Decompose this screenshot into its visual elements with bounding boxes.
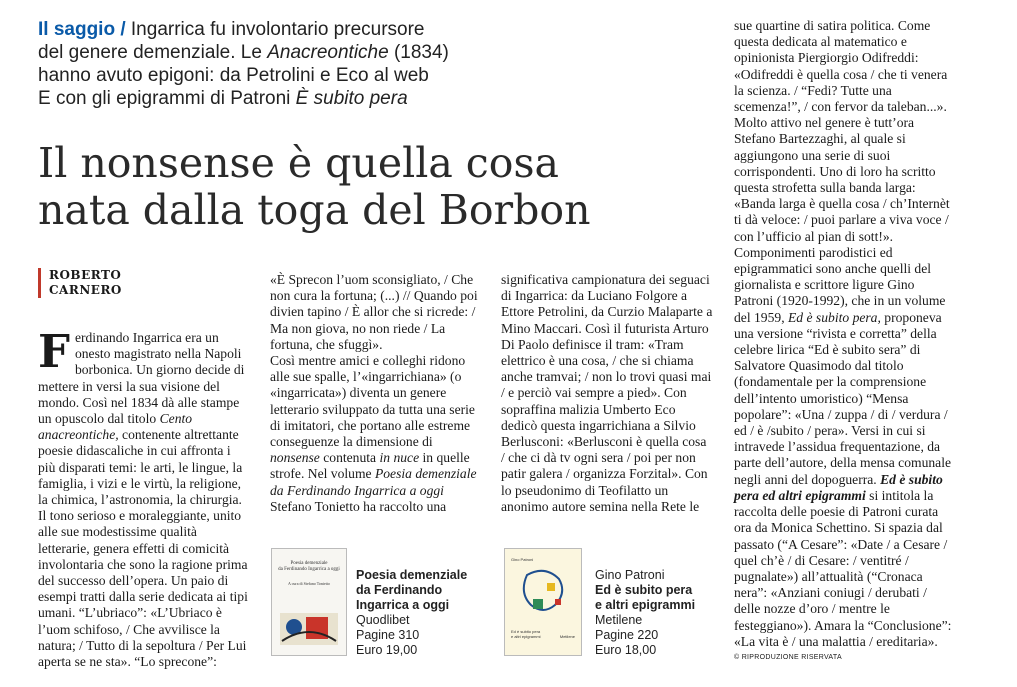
article-column-3: significativa campionatura dei seguaci di Ingarrica: da Luciano Folgore a Ettore Petrolini, da Curzio Malaparte a Mino Maccari. Così il futurista Arturo Di Paolo definisce il tram: «Tram elettrico è una cosa, / che si chiama anche tramvai; / non lo trovi quasi mai / e perciò vai sempre a pied». Con sopraffina malizia Umberto Eco dedicò questa ingarrichiana a Silvio Berlusconi: «Berlusconi è quella cosa / che ci dà tv ogni sera / poi per non patir galera / organizza Forzital». Con lo pseudonimo di Teofilatto un anonimo autore semina nella Rete le — [501, 272, 713, 514]
byline: ROBERTO CARNERO — [38, 268, 169, 298]
headline: Il nonsense è quella cosa nata dalla toga del Borbon — [38, 139, 591, 234]
cover-illustration-icon — [505, 565, 581, 625]
drop-cap: F — [38, 325, 70, 378]
book-info-1: Poesia demenziale da Ferdinando Ingarrica a oggi Quodlibet Pagine 310 Euro 19,00 — [356, 568, 468, 657]
book-info-2: Gino Patroni Ed è subito pera e altri epigrammi Metilene Pagine 220 Euro 18,00 — [595, 568, 696, 657]
cover-illustration-icon — [272, 593, 346, 653]
book-cover-poesia-demenziale: Poesia demenziale da Ferdinando Ingarrica a oggi A cura di Stefano Tonietto — [271, 548, 347, 656]
copyright-notice: © RIPRODUZIONE RISERVATA — [734, 653, 842, 661]
book-cover-ed-e-subito-pera: Gino Patroni Ed è subito pera e altri epigrammi Metilene — [504, 548, 582, 656]
kicker: Il saggio / Ingarrica fu involontario precursore del genere demenziale. Le Anacreontiche (1834) hanno avuto epigoni: da Petrolini e Eco al web E con gli epigrammi di Patroni È subito pera — [38, 19, 449, 109]
article-column-4: sue quartine di satira politica. Come questa dedicata al matematico e opinionista Piergiorgio Odifreddi: «Odifreddi è quella cosa / che ti venera la scienza. / “Fedi? Tutte una scemenza!”, / con fervor da taleban...». Molto attivo nel genere è tutt’ora Stefano Bartezzaghi, al quale si aggiungono una serie di suoi corrispondenti. Uno di loro ha scritto questa strofetta sulla banda larga: «Banda larga è quella cosa / ch’Internèt ti dà veloce: / puoi parlare a viva voce / con l’ufficio al pian di sott!». Componimenti parodistici ed epigrammatici sono anche quelli del giornalista e scrittore ligure Gino Patroni (1920-1992), che in un volume del 1959, Ed è subito pera, proponeva una versione “rivista e corretta” della celebre lirica “Ed è subito sera” di Salvatore Quasimodo dal titolo (fondamentale per la comprensione dell’intento umoristico) “Mensa popolare”: «Una / zuppa / di / verdura / ed / è /subito / pera». Versi in cui si intravede l’assidua frequentazione, da parte dell’autore, della mensa comunale negli anni del dopoguerra. Ed è subito pera ed altri epigrammi si intitola la raccolta delle poesie di Patroni curata ora da Monica Schettino. Si spazia dal passato (“A Cesare”: «Date / a Cesare / quel ch’è / di Cesare: / ventitré / pugnalate») all’attualità (“Cronaca nera”: «Anziani coniugi / derubati / delle nozze d’oro / mentre le festeggiano»). Amara la “Conclusione”: «La vita è / una malattia / ereditaria». © RIPRODUZIONE RISERVATA — [734, 18, 956, 666]
section-tag: Il saggio / — [38, 19, 126, 40]
article-column-2: «È Sprecon l’uom sconsigliato, / Che non cura la fortuna; (...) // Quando poi divien tapino / È allor che si ricrede: / Ma non giova, no non riede / La fortuna, che sfuggì». Così mentre amici e colleghi ridono alle sue spalle, l’«ingarrichiana» (o «ingarricata») diventa un genere letterario sviluppato da tutta una serie di imitatori, che portano alle estreme conseguenze la dimensione di nonsense contenuta in nuce in quelle strofe. Nel volume Poesia demenziale da Ferdinando Ingarrica a oggi Stefano Tonietto ha raccolto una — [270, 272, 478, 514]
article-column-1: Ferdinando Ingarrica era un onesto magistrato nella Napoli borbonica. Un giorno decide di mettere in versi la sua visione del mondo. Così nel 1834 dà alle stampe un opuscolo dal titolo Cento anacreontiche, contenente altrettante poesie didascaliche in cui affronta i più disparati temi: le arti, le lingue, la famiglia, i vizi e le virtù, la religione, la chimica, l’astronomia, la chirurgia. Il tono serioso e moraleggiante, unito alle sue modestissime qualità letterarie, genera effetti di comicità involontaria che sono la ragione prima del successo dell’opera. Un paio di esempi tratti dalla serie dedicata ai tipi umani. “L’ubriaco”: «L’Ubriaco è l’uom schifoso, / Che avvilisce la natura; / Tutto di la sepoltura / Per Lui aperta se ne sta». “Lo sprecone”: — [38, 325, 248, 670]
